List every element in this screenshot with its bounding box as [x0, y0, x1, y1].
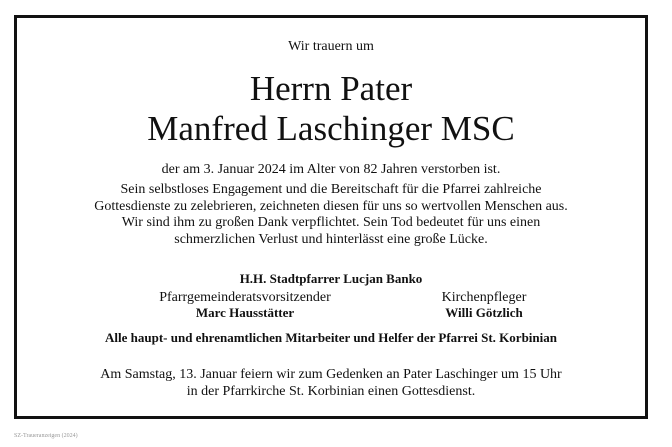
signatory-name: Marc Hausstätter: [195, 305, 295, 320]
signatory-name: Willi Götzlich: [445, 305, 523, 320]
signatory-council: [140, 290, 350, 320]
intro-text: Wir trauern um: [288, 39, 374, 54]
deceased-name: Manfred Laschinger MSC: [147, 109, 515, 148]
tribute-line: Gottesdienste zu zelebrieren, zeichneten diesen für uns so wertvollen Menschen aus.: [94, 198, 568, 214]
memorial-service-paragraph: [14, 367, 648, 400]
pastor-signature: H.H. Stadtpfarrer Lucjan Banko: [239, 271, 423, 286]
signatory-treasurer: [414, 290, 554, 320]
deceased-title: Herrn Pater: [249, 69, 413, 108]
tribute-line: Wir sind ihm zu großen Dank verpflichtet. Sein Tod bedeutet für uns einen: [121, 215, 541, 230]
service-line: Am Samstag, 13. Januar feiern wir zum Gedenken an Pater Laschinger um 15 Uhr: [100, 367, 562, 382]
service-line: in der Pfarrkirche St. Korbinian einen Gottesdienst.: [186, 383, 476, 399]
death-date-line: der am 3. Januar 2024 im Alter von 82 Jahren verstorben ist.: [161, 162, 501, 177]
signatory-role: Kirchenpfleger: [441, 290, 527, 305]
staff-signature: Alle haupt- und ehrenamtlichen Mitarbeiter und Helfer der Pfarrei St. Korbinian: [105, 330, 557, 345]
tribute-line: schmerzlichen Verlust und hinterlässt eine große Lücke.: [174, 231, 488, 247]
tribute-paragraph: [14, 182, 648, 248]
tribute-line: Sein selbstloses Engagement und die Bereitschaft für die Pfarrei zahlreiche: [120, 182, 542, 197]
signatory-role: Pfarrgemeinderatsvorsitzender: [159, 290, 331, 305]
source-note: SZ-Traueranzeigen (2024): [14, 433, 78, 439]
